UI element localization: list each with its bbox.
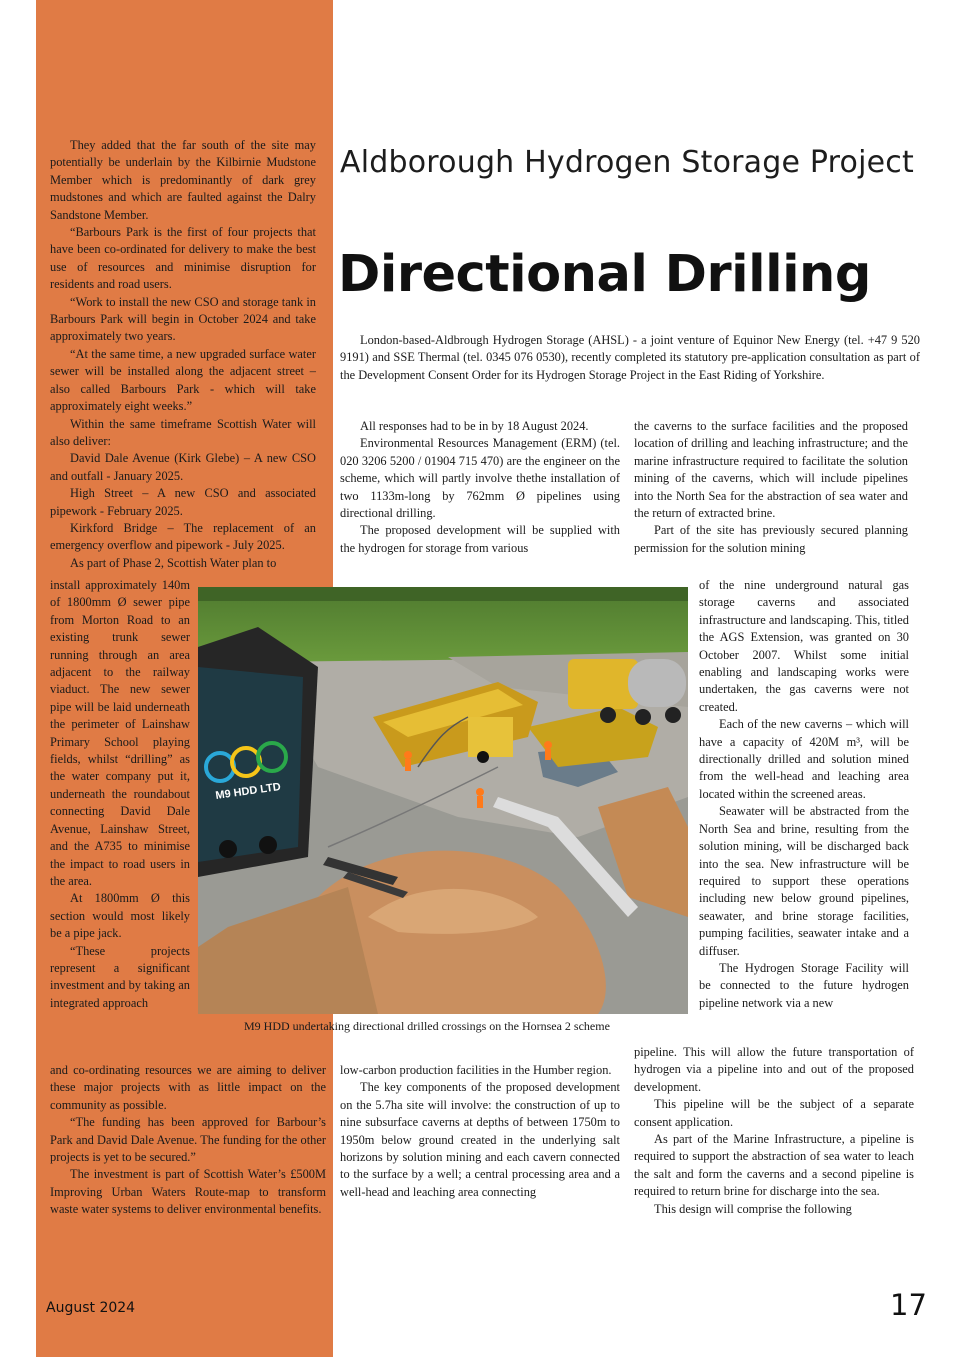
paragraph: At 1800mm Ø this section would most likely be a pipe jack. xyxy=(50,891,190,941)
paragraph: This pipeline will be the subject of a separate consent application. xyxy=(634,1097,914,1129)
middle-column-top xyxy=(340,418,620,557)
right-column-top xyxy=(634,418,908,557)
paragraph: Within the same timeframe Scottish Water will also deliver: xyxy=(50,416,316,448)
paragraph: The Hydrogen Storage Facility will be connected to the future hydrogen pipeline network via a new xyxy=(699,960,909,1010)
right-column-bottom xyxy=(634,1044,914,1218)
paragraph: This design will comprise the following xyxy=(654,1201,852,1216)
paragraph: of the nine underground natural gas storage caverns and associated infrastructure and landscaping. This, titled the AGS Extension, was granted on 30 October 2007. Whilst some initial enabling and landscaping works were undertaken, the gas caverns were not created. xyxy=(699,578,909,714)
paragraph: As part of the Marine Infrastructure, a pipeline is required to support the abstraction of sea water to leach the salt and form the caverns and a second pipeline is required to return brine for discharge into the sea. xyxy=(634,1132,914,1199)
photo-caption: M9 HDD undertaking directional drilled crossings on the Hornsea 2 scheme xyxy=(244,1019,610,1033)
paragraph: Environmental Resources Management (ERM) (tel. 020 3206 5200 / 01904 715 470) are the engineer on the scheme, which will partly involve thethe installation of two 1133m-long by 762mm Ø pipelines using directional drilling. xyxy=(340,436,620,521)
paragraph: “The funding has been approved for Barbour’s Park and David Dale Avenue. The funding for the other projects is yet to be secured.” xyxy=(50,1115,326,1165)
paragraph: pipeline. This will allow the future transportation of hydrogen via a pipeline into and out of the proposed development. xyxy=(634,1045,914,1094)
paragraph: Kirkford Bridge – The replacement of an emergency overflow and pipework - July 2025. xyxy=(50,520,316,553)
paragraph: and co-ordinating resources we are aiming to deliver these major projects with as little impact on the community as possible. xyxy=(50,1063,326,1112)
paragraph: “At the same time, a new upgraded surface water sewer will be installed along the adjacent street – also called Barbours Park - which will take approximately eight weeks.” xyxy=(50,346,316,414)
paragraph: They added that the far south of the site may potentially be underlain by the Kilbirnie Mudstone Member which is predominantly of dark grey mudstones and which are faulted against the Dalry Sandstone Member. xyxy=(50,138,316,222)
footer-date: August 2024 xyxy=(46,1300,136,1316)
paragraph: The investment is part of Scottish Water’s £500M Improving Urban Waters Route-map to transform waste water systems to deliver environmental benefits. xyxy=(50,1167,326,1217)
left-column-top xyxy=(50,137,316,572)
paragraph: As part of Phase 2, Scottish Water plan to xyxy=(70,555,277,570)
paragraph: David Dale Avenue (Kirk Glebe) – A new CSO and outfall - January 2025. xyxy=(50,451,316,483)
intro-paragraph: London-based-Aldbrough Hydrogen Storage (AHSL) - a joint venture of Equinor New Energy (tel. +47 9 520 9191) and SSE Thermal (tel. 0345 076 0530), recently completed its statutory pre-application consultation as part of the Development Consent Order for its Hydrogen Storage Project in the East Riding of Yorkshire. xyxy=(340,333,920,382)
paragraph: “Barbours Park is the first of four projects that have been co-ordinated for delivery to make the best use of resources and minimise disruption for residents and road users. xyxy=(50,225,316,292)
paragraph: install approximately 140m of 1800mm Ø sewer pipe from Morton Road to an existing trunk sewer running through an area adjacent to the railway viaduct. The new sewer pipe will be laid underneath the perimeter of Lainshaw Primary School playing fields, whilst “drilling” as the water company put it, underneath the roundabout connecting David Dale Avenue, Lainshaw Street, and the A735 to minimise the impact to road users in the area. xyxy=(50,578,190,888)
paragraph: Part of the site has previously secured planning permission for the solution mining xyxy=(634,523,908,555)
middle-column-bottom xyxy=(340,1062,620,1201)
paragraph: “These projects represent a significant investment and by taking an integrated approach xyxy=(50,943,190,1010)
left-column-bottom xyxy=(50,1062,326,1219)
paragraph: High Street – A new CSO and associated pipework - February 2025. xyxy=(50,486,316,518)
paragraph: The proposed development will be supplied with the hydrogen for storage from various xyxy=(340,523,620,555)
paragraph: Seawater will be abstracted from the North Sea and brine, resulting from the solution mining, will be discharged back into the sea. New infrastructure will be required to support these operations including new below ground pipelines, seawater, and brine storage facilities, pumping facilities, seawater intake and a diffuser. xyxy=(699,804,909,958)
left-column-narrow xyxy=(50,577,190,1012)
drilling-site-photo xyxy=(198,587,688,1014)
paragraph: All responses had to be in by 18 August 2024. xyxy=(360,419,589,433)
right-column-narrow xyxy=(699,577,909,1012)
paragraph: the caverns to the surface facilities and the proposed location of drilling and leaching infrastructure; and the marine infrastructure required to facilitate the solution mining of the caverns, which will include pipelines into the North Sea for the abstraction of sea water and the return of extracted brine. xyxy=(634,419,908,521)
truck-brand-label: M9 HDD LTD xyxy=(214,780,282,802)
paragraph: low-carbon production facilities in the Humber region. xyxy=(340,1063,612,1077)
article-headline: Directional Drilling xyxy=(338,245,871,304)
page-number: 17 xyxy=(890,1288,927,1322)
paragraph: “Work to install the new CSO and storage tank in Barbours Park will begin in October 2024 and take approximately two years. xyxy=(50,294,316,344)
paragraph: The key components of the proposed development on the 5.7ha site will involve: the construction of up to nine subsurface caverns at depths of between 1750m to 1950m below ground created in the underlying salt horizons by solution mining and each cavern connected to the surface by a well; a central processing area and a well-head and leaching area connecting xyxy=(340,1080,620,1199)
article-title: Aldborough Hydrogen Storage Project xyxy=(340,145,914,180)
paragraph: Each of the new caverns – which will have a capacity of 420M m³, will be directionally drilled and solution mined from the well-head and leaching area located within the screened areas. xyxy=(699,717,909,801)
